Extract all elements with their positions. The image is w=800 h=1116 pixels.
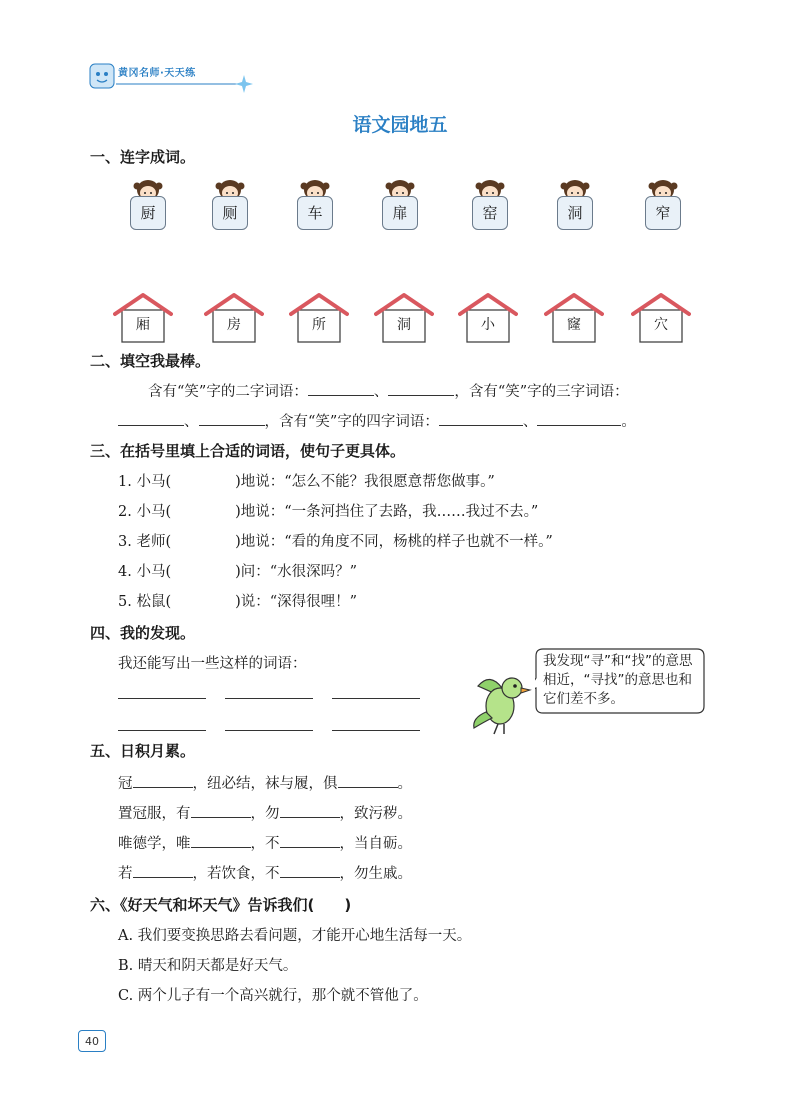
section-heading-2: 二、填空我最棒。 — [90, 352, 211, 370]
character-tile[interactable] — [130, 176, 170, 272]
answer-line[interactable] — [225, 698, 313, 699]
character-house[interactable] — [289, 292, 349, 344]
character-house[interactable] — [204, 292, 264, 344]
character-house[interactable] — [113, 292, 173, 344]
character-tile[interactable] — [382, 176, 422, 272]
recite-line-1: 冠 ，纽必结，袜与履，俱 。 — [118, 772, 412, 793]
character-tile[interactable] — [212, 176, 252, 272]
section-heading-1: 一、连字成词。 — [90, 148, 196, 166]
sentence-item: 4. 小马( )问：“水很深吗？” — [118, 564, 358, 580]
tile-char: 扉 — [382, 196, 418, 230]
blank[interactable] — [118, 411, 184, 426]
section-heading-4: 四、我的发现。 — [90, 624, 196, 642]
sentence-item: 5. 松鼠( )说：“深得很哩！” — [118, 594, 358, 610]
house-char: 所 — [312, 317, 326, 333]
section-heading-3: 三、在括号里填上合适的词语，使句子更具体。 — [90, 442, 406, 460]
blank[interactable] — [338, 773, 398, 788]
character-house[interactable] — [631, 292, 691, 344]
character-house[interactable] — [458, 292, 518, 344]
brand-text: 黄冈名师·天天练 — [118, 68, 196, 79]
blank[interactable] — [537, 411, 621, 426]
answer-line[interactable] — [332, 730, 420, 731]
blank[interactable] — [133, 863, 193, 878]
house-char: 小 — [481, 317, 495, 333]
character-house[interactable] — [374, 292, 434, 344]
sentence-item: 1. 小马( )地说：“怎么不能？我很愿意帮您做事。” — [118, 474, 495, 490]
character-tile[interactable] — [557, 176, 597, 272]
discovery-prompt: 我还能写出一些这样的词语： — [118, 656, 307, 672]
option-b[interactable]: B. 晴天和阴天都是好天气。 — [118, 958, 298, 974]
answer-line[interactable] — [332, 698, 420, 699]
recite-line-3: 唯德学，唯 ，不 ，当自砺。 — [118, 832, 412, 853]
character-tile[interactable] — [645, 176, 685, 272]
blank[interactable] — [133, 773, 193, 788]
house-char: 窿 — [567, 317, 581, 333]
character-tile[interactable] — [297, 176, 337, 272]
blank[interactable] — [199, 411, 265, 426]
sentence-item: 3. 老师( )地说：“看的角度不同，杨桃的样子也就不一样。” — [118, 534, 553, 550]
tile-char: 窄 — [645, 196, 681, 230]
sentence-item: 2. 小马( )地说：“一条河挡住了去路，我……我过不去。” — [118, 504, 539, 520]
house-char: 厢 — [136, 317, 150, 333]
recite-line-2: 置冠服，有 ，勿 ，致污秽。 — [118, 802, 412, 823]
section-heading-6: 六、《好天气和坏天气》告诉我们( ) — [90, 896, 352, 914]
tile-char: 车 — [297, 196, 333, 230]
option-a[interactable]: A. 我们要变换思路去看问题，才能开心地生活每一天。 — [118, 928, 472, 944]
page-number: 40 — [78, 1030, 106, 1052]
fill-line-2: 、 ，含有“笑”字的四字词语： 、 。 — [118, 410, 636, 431]
blank[interactable] — [191, 833, 251, 848]
blank[interactable] — [439, 411, 523, 426]
character-house[interactable] — [544, 292, 604, 344]
blank[interactable] — [308, 381, 374, 396]
recite-line-4: 若 ，若饮食，不 ，勿生戚。 — [118, 862, 412, 883]
bubble-text: 我发现“寻”和“找”的意思相近，“寻找”的意思也和它们差不多。 — [543, 653, 693, 707]
house-char: 房 — [227, 317, 241, 333]
character-tile[interactable] — [472, 176, 512, 272]
answer-line[interactable] — [225, 730, 313, 731]
blank[interactable] — [280, 833, 340, 848]
tile-char: 厕 — [212, 196, 248, 230]
blank[interactable] — [191, 803, 251, 818]
answer-line[interactable] — [118, 698, 206, 699]
bird-icon — [470, 668, 536, 742]
tile-char: 厨 — [130, 196, 166, 230]
answer-line[interactable] — [118, 730, 206, 731]
tile-char: 窑 — [472, 196, 508, 230]
option-c[interactable]: C. 两个儿子有一个高兴就行，那个就不管他了。 — [118, 988, 428, 1004]
tile-char: 洞 — [557, 196, 593, 230]
house-char: 洞 — [397, 317, 411, 333]
fill-line-1: 含有“笑”字的二字词语： 、 ，含有“笑”字的三字词语： — [148, 380, 629, 401]
blank[interactable] — [280, 863, 340, 878]
page-title: 语文园地五 — [352, 114, 448, 136]
blank[interactable] — [388, 381, 454, 396]
blank[interactable] — [280, 803, 340, 818]
house-char: 穴 — [654, 317, 668, 333]
section-heading-5: 五、日积月累。 — [90, 742, 196, 760]
